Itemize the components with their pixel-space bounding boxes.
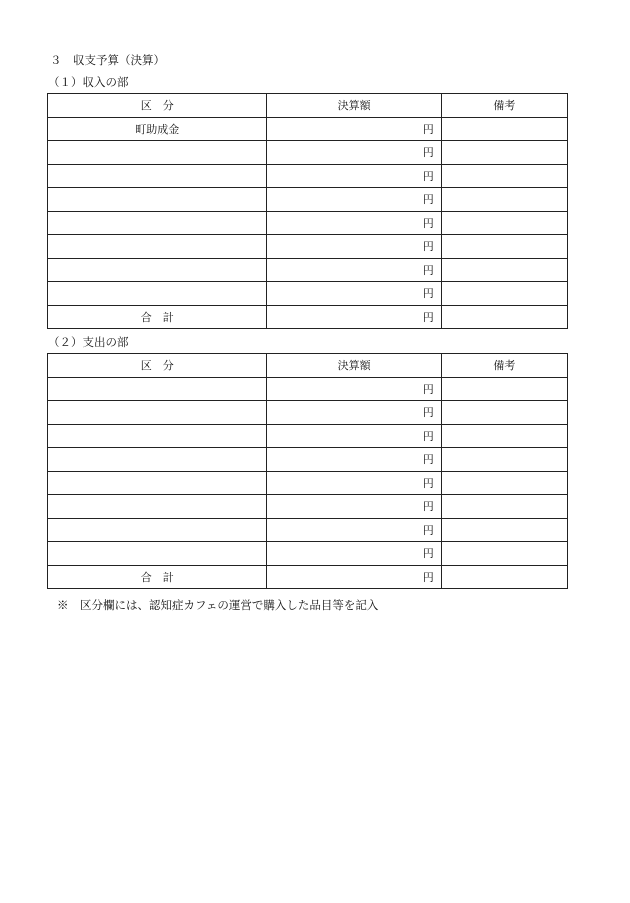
category-cell: 合 計 <box>48 305 267 329</box>
category-cell <box>48 518 267 542</box>
column-header-category: 区 分 <box>48 94 267 118</box>
column-header-amount: 決算額 <box>267 94 441 118</box>
expense-row <box>48 377 568 401</box>
category-cell: 合 計 <box>48 565 267 589</box>
expense-table <box>47 353 568 589</box>
expense-row <box>48 471 568 495</box>
note-cell <box>441 495 567 519</box>
expense-row <box>48 518 568 542</box>
expense-row <box>48 448 568 472</box>
note-cell <box>441 565 567 589</box>
category-cell <box>48 495 267 519</box>
amount-cell: 円 <box>267 495 441 519</box>
income-row <box>48 164 568 188</box>
category-cell <box>48 542 267 566</box>
note-cell <box>441 117 567 141</box>
amount-cell: 円 <box>267 518 441 542</box>
note-cell <box>441 424 567 448</box>
amount-cell: 円 <box>267 542 441 566</box>
category-cell <box>48 188 267 212</box>
amount-cell: 円 <box>267 448 441 472</box>
category-cell <box>48 282 267 306</box>
income-heading: （１）収入の部 <box>48 75 129 89</box>
expense-header-row <box>48 354 568 378</box>
expense-row <box>48 424 568 448</box>
note-cell <box>441 235 567 259</box>
expense-row <box>48 401 568 425</box>
amount-cell: 円 <box>267 164 441 188</box>
income-row <box>48 211 568 235</box>
note-cell <box>441 258 567 282</box>
note-cell <box>441 282 567 306</box>
income-table <box>47 93 568 329</box>
expense-total-row <box>48 565 568 589</box>
note-cell <box>441 188 567 212</box>
income-row <box>48 141 568 165</box>
income-total-row <box>48 305 568 329</box>
income-row <box>48 188 568 212</box>
column-header-amount: 決算額 <box>267 354 441 378</box>
amount-cell: 円 <box>267 377 441 401</box>
amount-cell: 円 <box>267 117 441 141</box>
amount-cell: 円 <box>267 471 441 495</box>
section-title: ３ 収支予算（決算） <box>50 53 165 67</box>
note-cell <box>441 305 567 329</box>
amount-cell: 円 <box>267 424 441 448</box>
note-cell <box>441 518 567 542</box>
note-cell <box>441 141 567 165</box>
income-row <box>48 282 568 306</box>
category-cell <box>48 211 267 235</box>
note-cell <box>441 164 567 188</box>
amount-cell: 円 <box>267 282 441 306</box>
amount-cell: 円 <box>267 305 441 329</box>
note-cell <box>441 401 567 425</box>
column-header-note: 備考 <box>441 94 567 118</box>
expense-heading: （２）支出の部 <box>48 335 129 349</box>
category-cell <box>48 401 267 425</box>
note-cell <box>441 211 567 235</box>
income-row <box>48 258 568 282</box>
category-cell <box>48 377 267 401</box>
income-row <box>48 117 568 141</box>
category-cell <box>48 164 267 188</box>
note-cell <box>441 448 567 472</box>
note-cell <box>441 471 567 495</box>
income-row <box>48 235 568 259</box>
category-cell: 町助成金 <box>48 117 267 141</box>
amount-cell: 円 <box>267 188 441 212</box>
category-cell <box>48 448 267 472</box>
note-cell <box>441 542 567 566</box>
category-cell <box>48 141 267 165</box>
income-header-row <box>48 94 568 118</box>
amount-cell: 円 <box>267 211 441 235</box>
category-cell <box>48 258 267 282</box>
amount-cell: 円 <box>267 141 441 165</box>
column-header-note: 備考 <box>441 354 567 378</box>
category-cell <box>48 424 267 448</box>
category-cell <box>48 235 267 259</box>
amount-cell: 円 <box>267 401 441 425</box>
note-cell <box>441 377 567 401</box>
amount-cell: 円 <box>267 258 441 282</box>
footnote: ※ 区分欄には、認知症カフェの運営で購入した品目等を記入 <box>57 598 379 612</box>
column-header-category: 区 分 <box>48 354 267 378</box>
expense-row <box>48 542 568 566</box>
category-cell <box>48 471 267 495</box>
expense-row <box>48 495 568 519</box>
amount-cell: 円 <box>267 565 441 589</box>
amount-cell: 円 <box>267 235 441 259</box>
